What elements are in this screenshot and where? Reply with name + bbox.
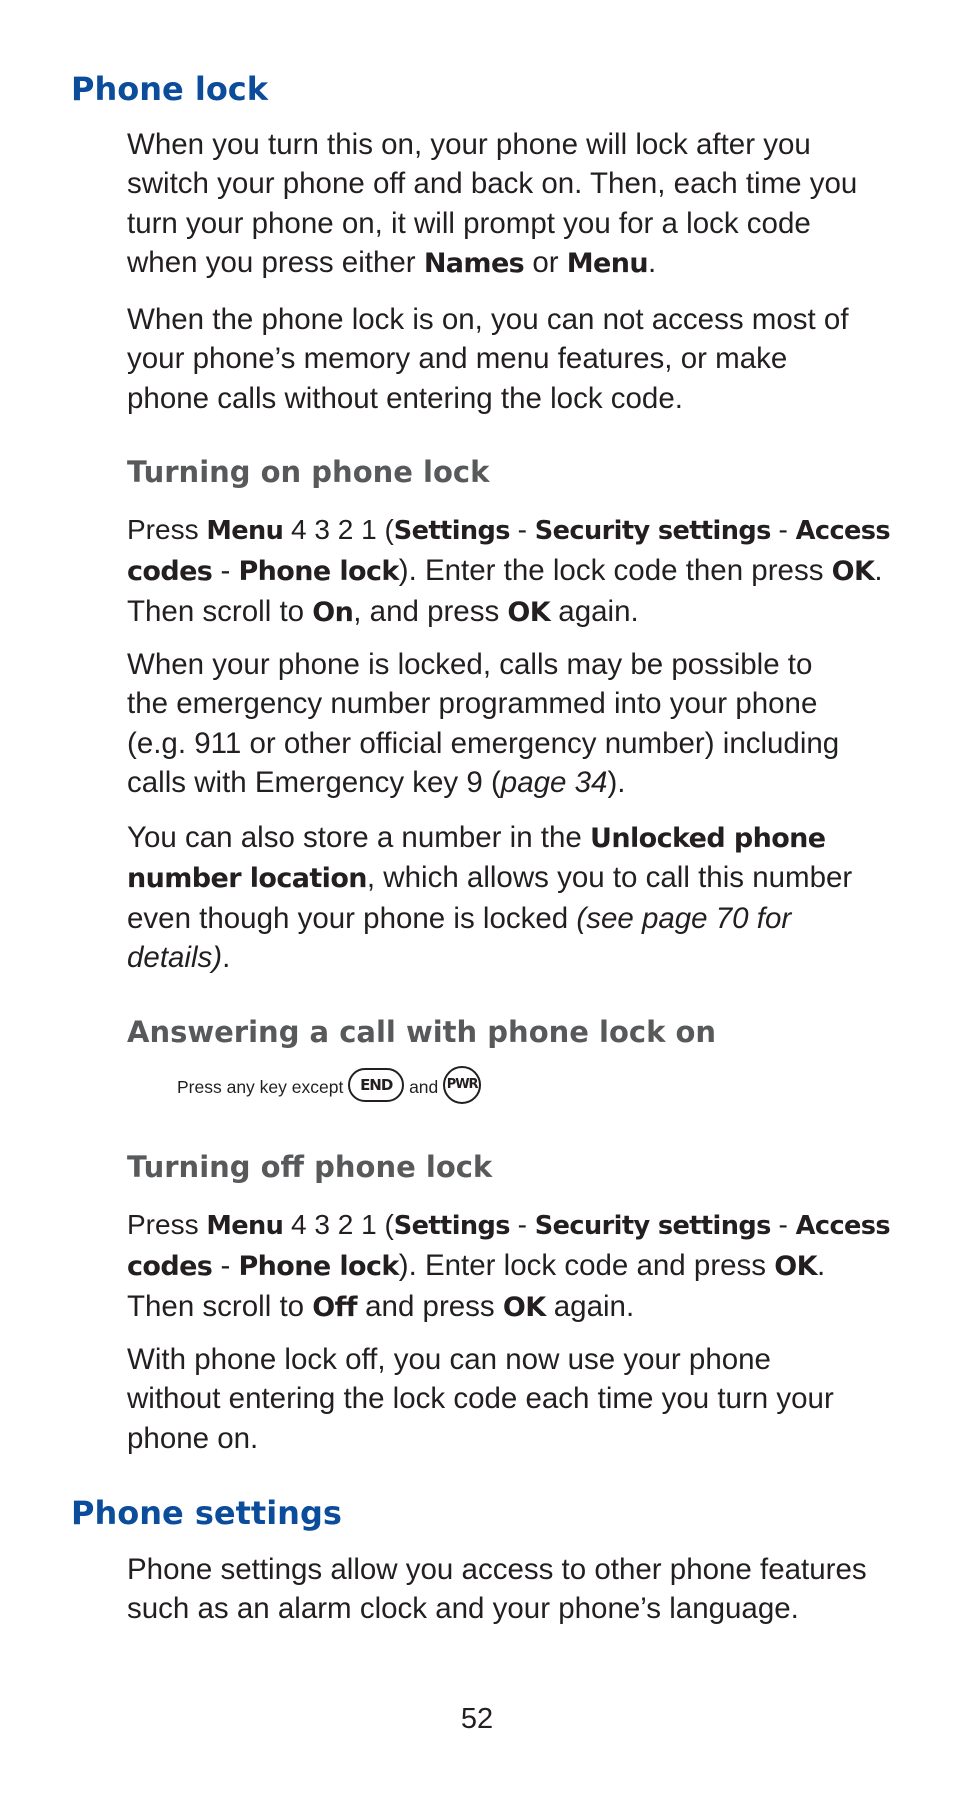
text-run: and — [404, 1077, 444, 1097]
softkey-menu: Menu — [206, 516, 284, 546]
section-heading-phone-settings: Phone settings — [71, 1494, 342, 1532]
text-line — [127, 592, 887, 632]
menu-path-security-settings: Security settings — [534, 1211, 771, 1241]
paragraph-phone-settings-intro — [127, 1550, 887, 1629]
text-line — [127, 763, 887, 802]
text-run: Press any key except — [177, 1077, 349, 1097]
subheading-turning-on-phone-lock: Turning on phone lock — [127, 455, 490, 489]
text-line: your phone’s memory and menu features, or make — [127, 342, 788, 376]
text-run: . — [222, 940, 231, 974]
text-line: phone calls without entering the lock code. — [127, 381, 683, 415]
text-line — [127, 1287, 887, 1327]
text-line: When you turn this on, your phone will lock after you — [127, 128, 811, 161]
text-run: - — [212, 554, 239, 588]
text-line: With phone lock off, you can now use your phone — [127, 1343, 771, 1376]
text-run: 4 3 2 1 ( — [283, 1209, 394, 1240]
text-run: - — [770, 514, 796, 545]
text-run: even though your phone is locked — [127, 901, 577, 935]
option-off: Off — [312, 1291, 357, 1323]
text-run: again. — [545, 1289, 635, 1323]
text-line: the emergency number programmed into your phone — [127, 687, 818, 721]
text-run: calls with Emergency key 9 ( — [127, 765, 501, 799]
text-line: such as an alarm clock and your phone’s language. — [127, 1592, 799, 1626]
text-run: , which allows you to call this number — [366, 861, 853, 895]
text-run: - — [770, 1209, 796, 1240]
text-run: ). Enter the lock code then press — [398, 554, 832, 588]
paragraph-turn-on-steps — [127, 510, 891, 632]
text-line — [127, 938, 887, 977]
section-heading-phone-lock: Phone lock — [71, 70, 269, 108]
text-line — [127, 818, 887, 858]
softkey-names: Names — [423, 247, 525, 279]
menu-path-codes: codes — [127, 1251, 213, 1283]
text-line: When your phone is locked, calls may be possible to — [127, 648, 813, 681]
menu-path-settings: Settings — [393, 516, 510, 546]
paragraph-phone-lock-off — [127, 1340, 887, 1458]
paragraph-unlocked-number — [127, 818, 887, 977]
menu-path-settings: Settings — [393, 1211, 510, 1241]
text-run: - — [509, 514, 535, 545]
menu-item-unlocked-phone: Unlocked phone — [590, 823, 826, 854]
softkey-menu: Menu — [566, 247, 649, 279]
text-run: and press — [356, 1289, 503, 1323]
power-key-icon: PWR — [443, 1066, 481, 1104]
page-reference: details) — [127, 940, 223, 974]
paragraph-answering-instructions — [177, 1068, 937, 1107]
text-run: You can also store a number in the — [127, 821, 591, 854]
menu-item-number-location: number location — [127, 863, 367, 895]
text-run: ). — [607, 765, 626, 799]
softkey-ok: OK — [502, 1291, 546, 1323]
text-run: Press — [127, 514, 207, 545]
softkey-ok: OK — [774, 1251, 817, 1283]
text-line: Phone settings allow you access to other phone features — [127, 1553, 867, 1586]
text-run: . — [648, 245, 657, 279]
text-line — [127, 510, 891, 551]
text-run: . — [816, 1249, 826, 1283]
subheading-answering-call: Answering a call with phone lock on — [127, 1015, 717, 1049]
text-line: turn your phone on, it will prompt you for a lock code — [127, 206, 811, 240]
softkey-menu: Menu — [206, 1211, 284, 1241]
text-run: again. — [550, 594, 639, 628]
option-on: On — [312, 596, 354, 628]
menu-path-codes: codes — [127, 556, 213, 588]
end-key-icon: END — [348, 1068, 404, 1102]
menu-path-phone-lock: Phone lock — [238, 556, 399, 588]
text-run: Then scroll to — [127, 1289, 313, 1323]
softkey-ok: OK — [507, 596, 551, 628]
text-run: - — [509, 1209, 535, 1240]
text-line: without entering the lock code each time you turn your — [127, 1382, 834, 1416]
page-reference: page 34 — [500, 765, 608, 799]
text-line — [127, 899, 887, 938]
paragraph-emergency-calls — [127, 645, 887, 802]
text-line — [127, 1205, 891, 1246]
text-line — [127, 858, 887, 898]
menu-path-access: Access — [795, 516, 891, 546]
page-reference: (see page 70 for — [576, 901, 792, 935]
text-line — [127, 551, 887, 591]
text-run: when you press either — [127, 245, 424, 279]
text-run: - — [212, 1249, 239, 1283]
page-number: 52 — [460, 1703, 494, 1735]
text-line: switch your phone off and back on. Then, each time you — [127, 167, 858, 201]
text-run: Then scroll to — [127, 594, 313, 628]
text-line — [127, 243, 887, 283]
softkey-ok: OK — [831, 556, 875, 588]
text-run: Press — [127, 1209, 207, 1240]
paragraph-phone-lock-intro — [127, 125, 887, 283]
text-run: , and press — [353, 594, 508, 628]
text-line — [127, 1246, 887, 1286]
text-line: phone on. — [127, 1421, 259, 1455]
text-run: . — [874, 554, 883, 588]
text-line: (e.g. 911 or other official emergency number) including — [127, 726, 840, 760]
text-line: When the phone lock is on, you can not access most of — [127, 303, 849, 336]
text-run: 4 3 2 1 ( — [283, 514, 394, 545]
menu-path-access: Access — [795, 1211, 891, 1241]
paragraph-turn-off-steps — [127, 1205, 891, 1327]
text-line — [177, 1068, 937, 1107]
text-run: ). Enter lock code and press — [398, 1249, 775, 1283]
menu-path-security-settings: Security settings — [534, 516, 771, 546]
text-run: or — [524, 245, 567, 279]
paragraph-phone-lock-restrictions — [127, 300, 887, 418]
menu-path-phone-lock: Phone lock — [238, 1251, 399, 1283]
subheading-turning-off-phone-lock: Turning off phone lock — [127, 1150, 493, 1184]
